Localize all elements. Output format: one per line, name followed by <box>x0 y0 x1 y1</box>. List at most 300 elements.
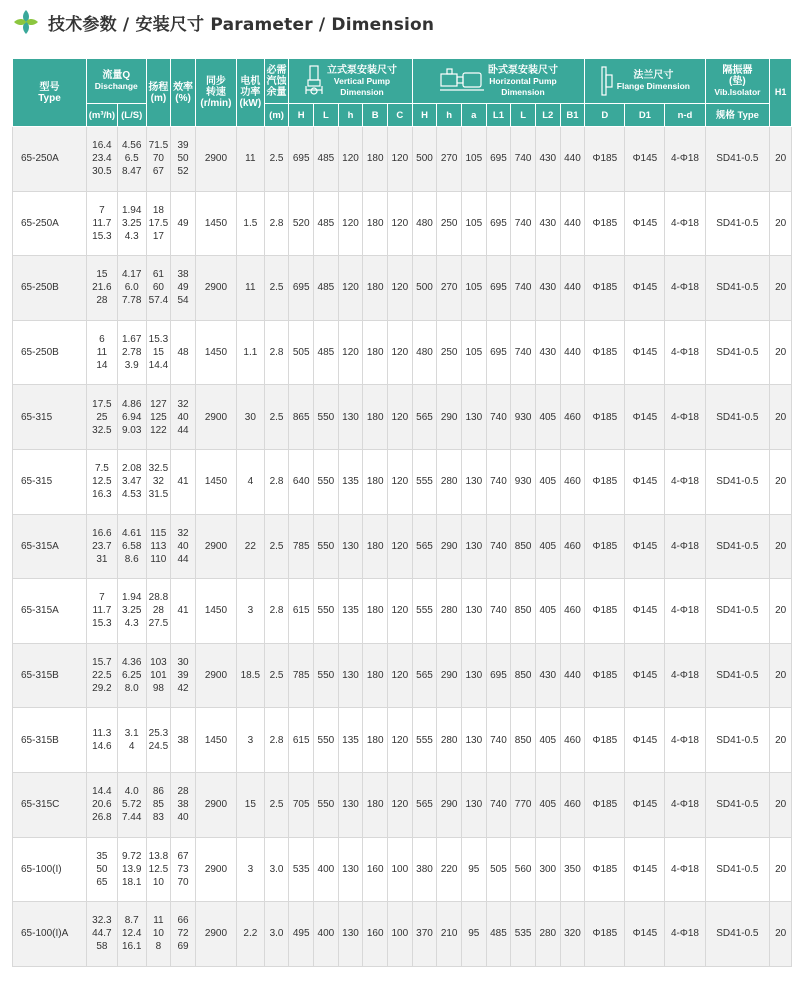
cell-head: 13.8 12.5 10 <box>146 837 171 902</box>
cell-model: 65-250B <box>13 320 87 385</box>
cell-flange-dim: Φ185 <box>585 772 625 837</box>
cell-vertical-dim: 130 <box>338 772 363 837</box>
cell-speed: 2900 <box>195 772 236 837</box>
cell-flow-ls: 4.0 5.72 7.44 <box>117 772 146 837</box>
cell-model: 65-250A <box>13 127 87 192</box>
cell-horizontal-dim: 430 <box>535 191 560 256</box>
cell-horizontal-dim: 565 <box>412 643 437 708</box>
cell-vertical-dim: 120 <box>388 514 413 579</box>
cell-horizontal-dim: 770 <box>511 772 536 837</box>
cell-speed: 1450 <box>195 320 236 385</box>
cell-flow-m3h: 15 21.6 28 <box>86 256 117 321</box>
header-isolator-cn-1: 隔振器 <box>722 64 753 76</box>
cell-horizontal-dim: 250 <box>437 191 462 256</box>
cell-head: 15.3 15 14.4 <box>146 320 171 385</box>
header-isolator-cn-2: (垫) <box>729 75 746 87</box>
cell-vertical-dim: 695 <box>289 127 314 192</box>
cell-horizontal-dim: 130 <box>461 449 486 514</box>
cell-horizontal-dim: 500 <box>412 127 437 192</box>
header-v-col: H <box>289 104 314 127</box>
cell-horizontal-dim: 105 <box>461 191 486 256</box>
cell-vertical-dim: 485 <box>314 320 339 385</box>
cell-speed: 1450 <box>195 449 236 514</box>
header-npsh-unit: (m) <box>264 104 289 127</box>
cell-vertical-dim: 180 <box>363 191 388 256</box>
cell-horizontal-dim: 535 <box>511 902 536 967</box>
cell-model: 65-250A <box>13 191 87 256</box>
cell-head: 11 10 8 <box>146 902 171 967</box>
cell-horizontal-dim: 560 <box>511 837 536 902</box>
leaf-logo-icon <box>12 8 40 36</box>
cell-power: 3 <box>236 837 264 902</box>
cell-speed: 2900 <box>195 902 236 967</box>
cell-horizontal-dim: 740 <box>486 514 511 579</box>
cell-flow-m3h: 7 11.7 15.3 <box>86 579 117 644</box>
header-speed-cn-1: 同步 <box>205 76 226 87</box>
cell-flow-m3h: 7.5 12.5 16.3 <box>86 449 117 514</box>
cell-speed: 2900 <box>195 127 236 192</box>
cell-horizontal-dim: 850 <box>511 708 536 773</box>
header-vertical-cn: 立式泵安装尺寸 <box>327 64 398 76</box>
cell-flow-m3h: 16.4 23.4 30.5 <box>86 127 117 192</box>
cell-flow-m3h: 6 11 14 <box>86 320 117 385</box>
header-isolator-en: Vib.Isolator <box>714 86 761 97</box>
table-row <box>13 256 792 321</box>
header-h-col: L <box>511 104 536 127</box>
cell-horizontal-dim: 405 <box>535 772 560 837</box>
header-isolator <box>705 59 770 104</box>
cell-vertical-dim: 485 <box>314 127 339 192</box>
header-power-cn-1: 电机 <box>240 76 261 87</box>
cell-vertical-dim: 550 <box>314 772 339 837</box>
cell-power: 11 <box>236 256 264 321</box>
cell-isolator: SD41-0.5 <box>705 902 770 967</box>
cell-vertical-dim: 550 <box>314 385 339 450</box>
cell-h1: 20 <box>770 708 792 773</box>
cell-horizontal-dim: 320 <box>560 902 585 967</box>
header-h1: H1 <box>770 59 792 127</box>
cell-flange-dim: Φ145 <box>625 708 665 773</box>
cell-vertical-dim: 100 <box>388 902 413 967</box>
cell-horizontal-dim: 850 <box>511 643 536 708</box>
header-f-col: n-d <box>665 104 705 127</box>
cell-head: 32.5 32 31.5 <box>146 449 171 514</box>
cell-power: 1.1 <box>236 320 264 385</box>
cell-flange-dim: 4-Φ18 <box>665 837 705 902</box>
header-speed <box>195 59 236 127</box>
cell-vertical-dim: 120 <box>388 449 413 514</box>
cell-npsh: 2.5 <box>264 772 289 837</box>
cell-horizontal-dim: 430 <box>535 320 560 385</box>
header-head-cn: 扬程 <box>148 81 169 93</box>
cell-power: 2.2 <box>236 902 264 967</box>
cell-npsh: 2.8 <box>264 191 289 256</box>
cell-flange-dim: Φ185 <box>585 191 625 256</box>
cell-power: 1.5 <box>236 191 264 256</box>
cell-vertical-dim: 180 <box>363 320 388 385</box>
cell-horizontal-dim: 555 <box>412 449 437 514</box>
cell-h1: 20 <box>770 643 792 708</box>
cell-efficiency: 67 73 70 <box>171 837 196 902</box>
cell-horizontal-dim: 740 <box>486 449 511 514</box>
header-flow-cn: 流量Q <box>102 70 131 81</box>
cell-horizontal-dim: 695 <box>486 643 511 708</box>
cell-flow-ls: 4.86 6.94 9.03 <box>117 385 146 450</box>
spec-table <box>12 58 792 967</box>
cell-horizontal-dim: 440 <box>560 643 585 708</box>
cell-speed: 1450 <box>195 579 236 644</box>
cell-horizontal-dim: 740 <box>511 320 536 385</box>
table-row <box>13 320 792 385</box>
cell-vertical-dim: 180 <box>363 643 388 708</box>
cell-flow-m3h: 35 50 65 <box>86 837 117 902</box>
cell-horizontal-dim: 405 <box>535 449 560 514</box>
cell-horizontal-dim: 280 <box>535 902 560 967</box>
cell-vertical-dim: 180 <box>363 256 388 321</box>
header-npsh-cn-3: 余量 <box>266 86 287 98</box>
cell-flow-m3h: 7 11.7 15.3 <box>86 191 117 256</box>
cell-speed: 1450 <box>195 708 236 773</box>
cell-horizontal-dim: 565 <box>412 514 437 579</box>
cell-horizontal-dim: 290 <box>437 385 462 450</box>
cell-flow-m3h: 14.4 20.6 26.8 <box>86 772 117 837</box>
cell-horizontal-dim: 485 <box>486 902 511 967</box>
cell-isolator: SD41-0.5 <box>705 837 770 902</box>
header-npsh <box>264 59 289 104</box>
header-model <box>13 59 87 127</box>
cell-vertical-dim: 520 <box>289 191 314 256</box>
cell-horizontal-dim: 440 <box>560 191 585 256</box>
cell-horizontal-dim: 440 <box>560 320 585 385</box>
header-head <box>146 59 171 127</box>
cell-power: 15 <box>236 772 264 837</box>
cell-flange-dim: 4-Φ18 <box>665 385 705 450</box>
cell-horizontal-dim: 210 <box>437 902 462 967</box>
cell-model: 65-100(I) <box>13 837 87 902</box>
cell-horizontal-dim: 695 <box>486 320 511 385</box>
table-row <box>13 385 792 450</box>
cell-flange-dim: Φ185 <box>585 127 625 192</box>
cell-vertical-dim: 120 <box>338 127 363 192</box>
cell-h1: 20 <box>770 127 792 192</box>
cell-h1: 20 <box>770 902 792 967</box>
cell-horizontal-dim: 740 <box>486 772 511 837</box>
cell-horizontal-dim: 440 <box>560 256 585 321</box>
cell-vertical-dim: 180 <box>363 127 388 192</box>
header-flow <box>86 59 146 104</box>
cell-efficiency: 41 <box>171 579 196 644</box>
cell-model: 65-315 <box>13 449 87 514</box>
table-row <box>13 191 792 256</box>
cell-horizontal-dim: 695 <box>486 256 511 321</box>
cell-horizontal-dim: 250 <box>437 320 462 385</box>
cell-model: 65-250B <box>13 256 87 321</box>
cell-horizontal-dim: 270 <box>437 127 462 192</box>
cell-efficiency: 39 50 52 <box>171 127 196 192</box>
cell-model: 65-315 <box>13 385 87 450</box>
cell-isolator: SD41-0.5 <box>705 772 770 837</box>
header-v-col: L <box>314 104 339 127</box>
table-body <box>13 127 792 967</box>
cell-npsh: 2.5 <box>264 385 289 450</box>
cell-vertical-dim: 550 <box>314 643 339 708</box>
cell-vertical-dim: 120 <box>388 708 413 773</box>
cell-vertical-dim: 785 <box>289 643 314 708</box>
header-power <box>236 59 264 127</box>
cell-horizontal-dim: 565 <box>412 772 437 837</box>
cell-flange-dim: 4-Φ18 <box>665 127 705 192</box>
cell-horizontal-dim: 300 <box>535 837 560 902</box>
header-flow-unit-m3h: (m³/h) <box>86 104 117 127</box>
cell-horizontal-dim: 380 <box>412 837 437 902</box>
cell-flow-ls: 4.36 6.25 8.0 <box>117 643 146 708</box>
cell-speed: 2900 <box>195 514 236 579</box>
cell-horizontal-dim: 740 <box>486 579 511 644</box>
cell-efficiency: 32 40 44 <box>171 385 196 450</box>
cell-vertical-dim: 135 <box>338 579 363 644</box>
cell-vertical-dim: 135 <box>338 449 363 514</box>
cell-vertical-dim: 785 <box>289 514 314 579</box>
spec-table-wrapper <box>12 58 792 967</box>
cell-horizontal-dim: 280 <box>437 708 462 773</box>
cell-horizontal-dim: 740 <box>486 385 511 450</box>
cell-horizontal-dim: 105 <box>461 127 486 192</box>
cell-horizontal-dim: 460 <box>560 579 585 644</box>
cell-vertical-dim: 550 <box>314 514 339 579</box>
cell-speed: 2900 <box>195 385 236 450</box>
cell-flange-dim: Φ145 <box>625 320 665 385</box>
cell-horizontal-dim: 290 <box>437 772 462 837</box>
cell-horizontal-dim: 405 <box>535 385 560 450</box>
cell-horizontal-dim: 280 <box>437 449 462 514</box>
cell-horizontal-dim: 740 <box>511 127 536 192</box>
cell-vertical-dim: 120 <box>338 320 363 385</box>
cell-horizontal-dim: 740 <box>511 256 536 321</box>
cell-vertical-dim: 120 <box>338 256 363 321</box>
header-h-col: L1 <box>486 104 511 127</box>
cell-horizontal-dim: 95 <box>461 902 486 967</box>
cell-horizontal-dim: 930 <box>511 385 536 450</box>
header-h-col: H <box>412 104 437 127</box>
cell-flange-dim: Φ145 <box>625 579 665 644</box>
cell-horizontal-dim: 460 <box>560 514 585 579</box>
cell-flange-dim: Φ145 <box>625 449 665 514</box>
cell-horizontal-dim: 930 <box>511 449 536 514</box>
cell-vertical-dim: 550 <box>314 579 339 644</box>
cell-h1: 20 <box>770 191 792 256</box>
cell-vertical-dim: 535 <box>289 837 314 902</box>
cell-flow-m3h: 32.3 44.7 58 <box>86 902 117 967</box>
header-speed-cn-2: 转速 <box>205 87 226 98</box>
cell-horizontal-dim: 130 <box>461 385 486 450</box>
cell-efficiency: 66 72 69 <box>171 902 196 967</box>
cell-speed: 2900 <box>195 643 236 708</box>
cell-vertical-dim: 705 <box>289 772 314 837</box>
cell-h1: 20 <box>770 579 792 644</box>
cell-npsh: 2.5 <box>264 643 289 708</box>
cell-model: 65-315A <box>13 514 87 579</box>
cell-vertical-dim: 400 <box>314 902 339 967</box>
cell-horizontal-dim: 460 <box>560 449 585 514</box>
cell-flange-dim: Φ185 <box>585 579 625 644</box>
cell-horizontal-dim: 430 <box>535 643 560 708</box>
cell-h1: 20 <box>770 320 792 385</box>
cell-flow-ls: 4.56 6.5 8.47 <box>117 127 146 192</box>
cell-flange-dim: 4-Φ18 <box>665 902 705 967</box>
table-row <box>13 579 792 644</box>
cell-npsh: 2.8 <box>264 320 289 385</box>
cell-vertical-dim: 120 <box>388 579 413 644</box>
header-speed-unit: (r/min) <box>200 98 232 109</box>
cell-isolator: SD41-0.5 <box>705 643 770 708</box>
cell-power: 11 <box>236 127 264 192</box>
cell-horizontal-dim: 95 <box>461 837 486 902</box>
cell-vertical-dim: 135 <box>338 708 363 773</box>
header-v-col: C <box>388 104 413 127</box>
cell-horizontal-dim: 130 <box>461 643 486 708</box>
cell-horizontal-dim: 480 <box>412 191 437 256</box>
cell-flange-dim: 4-Φ18 <box>665 579 705 644</box>
cell-flange-dim: Φ185 <box>585 449 625 514</box>
header-isolator-sub: 规格 Type <box>705 104 770 127</box>
cell-flange-dim: 4-Φ18 <box>665 256 705 321</box>
header-flange-en: Flange Dimension <box>616 81 690 91</box>
header-npsh-cn-2: 汽蚀 <box>266 75 287 87</box>
header-f-col: D <box>585 104 625 127</box>
header-flow-unit-ls: (L/S) <box>117 104 146 127</box>
cell-speed: 2900 <box>195 837 236 902</box>
cell-flange-dim: Φ145 <box>625 643 665 708</box>
cell-horizontal-dim: 405 <box>535 514 560 579</box>
cell-horizontal-dim: 290 <box>437 643 462 708</box>
cell-h1: 20 <box>770 772 792 837</box>
cell-flange-dim: 4-Φ18 <box>665 772 705 837</box>
cell-head: 18 17.5 17 <box>146 191 171 256</box>
cell-vertical-dim: 550 <box>314 708 339 773</box>
cell-horizontal-dim: 405 <box>535 708 560 773</box>
cell-vertical-dim: 130 <box>338 837 363 902</box>
cell-flow-ls: 9.72 13.9 18.1 <box>117 837 146 902</box>
header-power-cn-2: 功率 <box>240 87 261 98</box>
cell-vertical-dim: 180 <box>363 579 388 644</box>
cell-horizontal-dim: 695 <box>486 191 511 256</box>
header-horizontal-cn: 卧式泵安装尺寸 <box>487 64 558 76</box>
cell-horizontal-dim: 740 <box>511 191 536 256</box>
cell-vertical-dim: 120 <box>388 772 413 837</box>
cell-horizontal-dim: 105 <box>461 256 486 321</box>
cell-vertical-dim: 130 <box>338 643 363 708</box>
cell-horizontal-dim: 480 <box>412 320 437 385</box>
cell-power: 22 <box>236 514 264 579</box>
cell-power: 3 <box>236 579 264 644</box>
cell-npsh: 2.8 <box>264 708 289 773</box>
cell-flow-m3h: 17.5 25 32.5 <box>86 385 117 450</box>
cell-flow-ls: 1.67 2.78 3.9 <box>117 320 146 385</box>
cell-npsh: 3.0 <box>264 837 289 902</box>
header-efficiency <box>171 59 196 127</box>
cell-npsh: 2.5 <box>264 514 289 579</box>
table-row <box>13 902 792 967</box>
table-row <box>13 449 792 514</box>
cell-vertical-dim: 130 <box>338 902 363 967</box>
cell-flange-dim: Φ145 <box>625 191 665 256</box>
cell-flange-dim: 4-Φ18 <box>665 708 705 773</box>
header-head-unit: (m) <box>150 92 167 104</box>
cell-flange-dim: Φ185 <box>585 643 625 708</box>
cell-efficiency: 41 <box>171 449 196 514</box>
cell-head: 28.8 28 27.5 <box>146 579 171 644</box>
table-row <box>13 837 792 902</box>
cell-flow-m3h: 15.7 22.5 29.2 <box>86 643 117 708</box>
cell-efficiency: 32 40 44 <box>171 514 196 579</box>
header-eff-unit: (%) <box>175 92 191 104</box>
cell-horizontal-dim: 740 <box>486 708 511 773</box>
cell-flange-dim: Φ145 <box>625 514 665 579</box>
cell-head: 127 125 122 <box>146 385 171 450</box>
cell-horizontal-dim: 290 <box>437 514 462 579</box>
cell-power: 3 <box>236 708 264 773</box>
cell-horizontal-dim: 565 <box>412 385 437 450</box>
cell-model: 65-315C <box>13 772 87 837</box>
cell-flange-dim: Φ145 <box>625 837 665 902</box>
cell-efficiency: 38 <box>171 708 196 773</box>
cell-isolator: SD41-0.5 <box>705 127 770 192</box>
header-f-col: D1 <box>625 104 665 127</box>
header-h-col: L2 <box>535 104 560 127</box>
cell-horizontal-dim: 500 <box>412 256 437 321</box>
cell-h1: 20 <box>770 449 792 514</box>
flange-icon <box>600 66 614 96</box>
cell-horizontal-dim: 555 <box>412 708 437 773</box>
cell-flow-ls: 1.94 3.25 4.3 <box>117 579 146 644</box>
cell-horizontal-dim: 850 <box>511 514 536 579</box>
cell-flow-ls: 2.08 3.47 4.53 <box>117 449 146 514</box>
cell-efficiency: 28 38 40 <box>171 772 196 837</box>
header-vertical-group <box>289 59 412 104</box>
cell-flange-dim: 4-Φ18 <box>665 514 705 579</box>
cell-flow-m3h: 16.6 23.7 31 <box>86 514 117 579</box>
horizontal-pump-icon <box>439 68 485 94</box>
cell-horizontal-dim: 430 <box>535 127 560 192</box>
cell-isolator: SD41-0.5 <box>705 514 770 579</box>
cell-vertical-dim: 485 <box>314 256 339 321</box>
header-model-en: Type <box>38 92 61 104</box>
cell-vertical-dim: 180 <box>363 385 388 450</box>
cell-flange-dim: Φ185 <box>585 320 625 385</box>
cell-vertical-dim: 160 <box>363 902 388 967</box>
cell-flange-dim: Φ145 <box>625 127 665 192</box>
cell-isolator: SD41-0.5 <box>705 708 770 773</box>
cell-flange-dim: Φ185 <box>585 837 625 902</box>
cell-flange-dim: Φ185 <box>585 514 625 579</box>
cell-npsh: 2.8 <box>264 579 289 644</box>
cell-flange-dim: Φ145 <box>625 772 665 837</box>
cell-npsh: 2.5 <box>264 256 289 321</box>
table-row <box>13 127 792 192</box>
cell-horizontal-dim: 505 <box>486 837 511 902</box>
header-flange-cn: 法兰尺寸 <box>633 70 674 81</box>
cell-h1: 20 <box>770 837 792 902</box>
cell-power: 18.5 <box>236 643 264 708</box>
cell-horizontal-dim: 130 <box>461 579 486 644</box>
header-v-col: B <box>363 104 388 127</box>
cell-efficiency: 30 39 42 <box>171 643 196 708</box>
cell-horizontal-dim: 460 <box>560 385 585 450</box>
cell-horizontal-dim: 370 <box>412 902 437 967</box>
cell-horizontal-dim: 695 <box>486 127 511 192</box>
cell-vertical-dim: 485 <box>314 191 339 256</box>
header-vertical-en-2: Dimension <box>340 86 384 97</box>
